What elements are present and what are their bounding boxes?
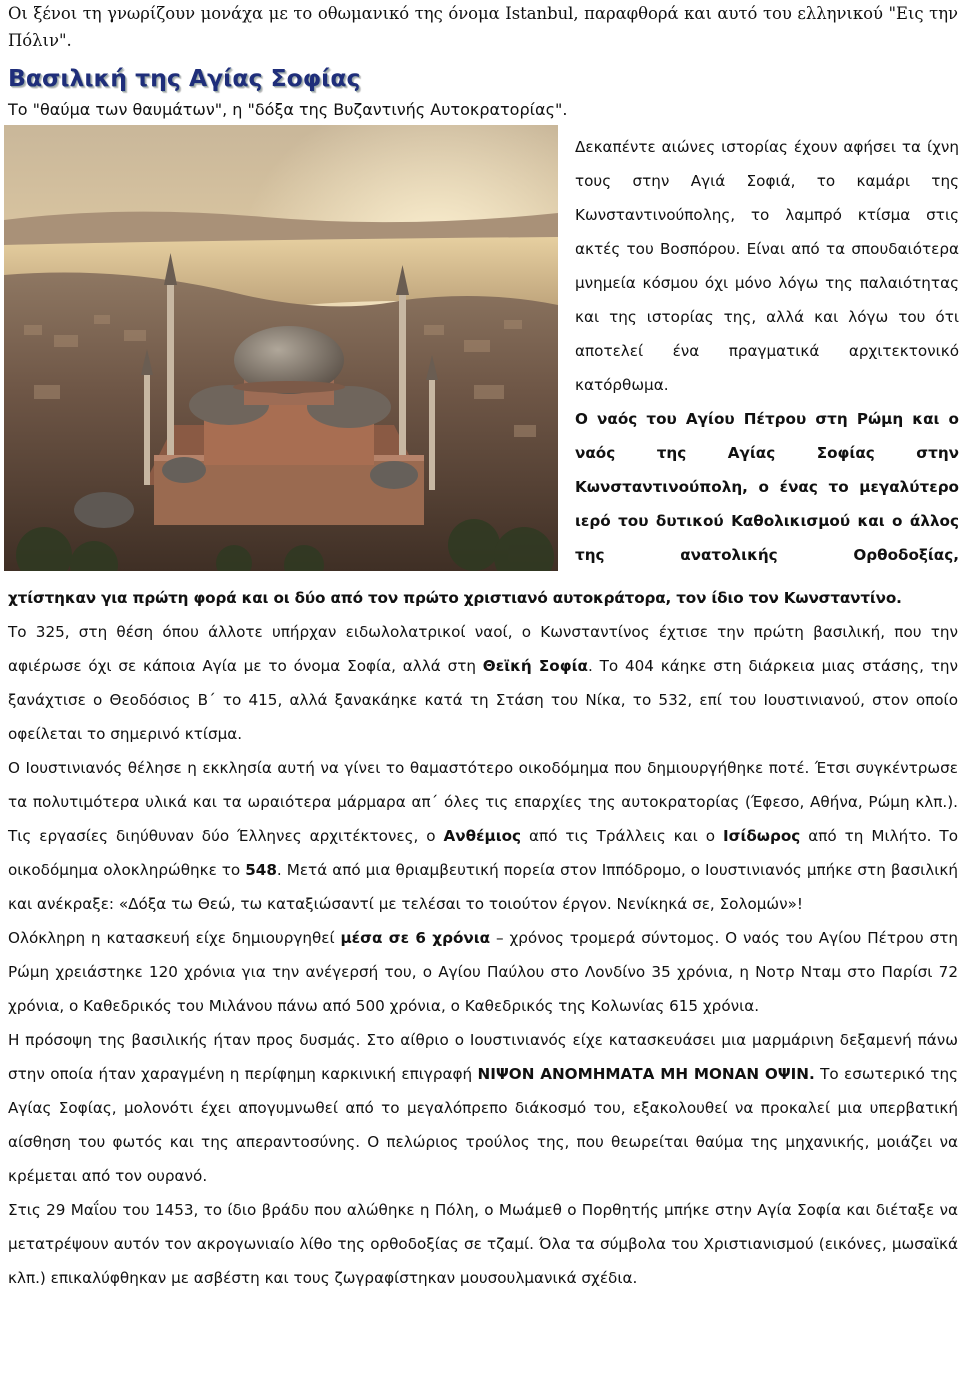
page-subtitle: Το "θαύμα των θαυμάτων", η "δόξα της Βυζαντινής Αυτοκρατορίας". [8,100,568,119]
hagia-sophia-photo [4,125,558,571]
main-text [8,581,958,1295]
paragraph-construction [8,921,958,1023]
bold-continuation-line: χτίστηκαν για πρώτη φορά και οι δύο από τον πρώτο χριστιανό αυτοκράτορα, τον ίδιο τον Κωνσταντίνο. [8,589,902,607]
paragraph-justinian [8,751,958,921]
text-run: Το εσωτερικό της Αγίας Σοφίας, μολονότι έχει απογυμνωθεί από το μεγαλόπρεπο διάκοσμό του, εξακολουθεί να προκαλεί μια υπερβατική αίσθηση του φωτός και της απεραντοσύνης. Ο πελώριος τρούλος της, που θεωρείται θαύμα της μηχανικής, μοιάζει να κρέμεται από τον ουρανό. [8,1065,958,1185]
bold-run: 548 [245,861,277,879]
bold-run: μέσα σε 6 χρόνια [340,929,491,947]
paragraph-325 [8,615,958,751]
page-title: Βασιλική της Αγίας Σοφίας [8,64,361,92]
side-column [575,130,959,572]
side-paragraph-history: Δεκαπέντε αιώνες ιστορίας έχουν αφήσει τα ίχνη τους στην Αγιά Σοφιά, το καμάρι της Κωνσταντινούπολης, το λαμπρό κτίσμα στις ακτές του Βοσπόρου. Είναι από τα σπουδαιότερα μνημεία κόσμου όχι μόνο λόγω της παλαιότητας και της ιστορίας της, αλλά και λόγω του ότι αποτελεί ένα πραγματικά αρχιτεκτονικό κατόρθωμα. [575,138,959,394]
text-run: . Μετά από μια θριαμβευτική πορεία στον Ιππόδρομο, ο Ιουστινιανός μπήκε στη βασιλική και ανέκραξε: «Δόξα τω Θεώ, τω καταξιώσαντί με τελέσαι το τοιούτον έργον. Νενίκηκά σε, Σολομών»! [8,861,958,913]
text-run: – χρόνος τρομερά σύντομος. Ο ναός του Αγίου Πέτρου στη Ρώμη χρειάστηκε 120 χρόνια για την ανέγερσή του, ο Αγίου Παύλου στο Λονδίνο 35 χρόνια, η Νοτρ Νταμ στο Παρίσι 72 χρόνια, ο Καθεδρικός του Μιλάνου πάνω από 500 χρόνια, ο Καθεδρικός της Κολωνίας 615 χρόνια. [8,929,959,1015]
intro-paragraph: Οι ξένοι τη γνωρίζουν μονάχα με το οθωμανικό της όνομα Istanbul, παραφθορά και αυτό του ελληνικού "Εις την Πόλιν". [8,4,958,50]
bold-run: ΝΙΨΟΝ ΑΝΟΜΗΜΑΤΑ ΜΗ ΜΟΝΑΝ ΟΨΙΝ. [477,1065,815,1083]
text-run: Η πρόσοψη της βασιλικής ήταν προς δυσμάς. Στο αίθριο ο Ιουστινιανός είχε κατασκευάσει μια μαρμάρινη δεξαμενή πάνω στην οποία ήταν χαραγμένη η περίφημη καρκινική επιγραφή [8,1031,958,1083]
bold-run: Ισίδωρος [722,827,801,845]
text-run: Ολόκληρη η κατασκευή είχε δημιουργηθεί [8,929,341,947]
text-run: Ο Ιουστινιανός θέλησε η εκκλησία αυτή να γίνει το θαμαστότερο οικοδόμημα που δημιουργήθηκε ποτέ. Έτσι συγκέντρωσε τα πολυτιμότερα υλικά και τα ωραιότερα μάρμαρα απ΄ όλες τις επαρχίες της αυτοκρατορίας (Έφεσο, Αθήνα, Ρώμη κλπ.). Τις εργασίες διηύθυναν δύο Έλληνες αρχιτέκτονες, ο [8,759,958,845]
side-paragraph-bold: Ο ναός του Αγίου Πέτρου στη Ρώμη και ο ναός της Αγίας Σοφίας στην Κωνσταντινούπολη, ο ένας το μεγαλύτερο ιερό του δυτικού Καθολικισμού και ο άλλος της ανατολικής Ορθοδοξίας, [575,410,959,564]
text-run: Το 325, στη θέση όπου άλλοτε υπήρχαν ειδωλολατρικοί ναοί, ο Κωνσταντίνος έχτισε την πρώτη βασιλική, που την αφιέρωσε όχι σε κάποια Αγία με το όνομα Σοφία, αλλά στη [8,623,958,675]
paragraph-facade [8,1023,958,1193]
paragraph-1453: Στις 29 Μαΐου του 1453, το ίδιο βράδυ που αλώθηκε η Πόλη, ο Μωάμεθ ο Πορθητής μπήκε στην Αγία Σοφία και διέταξε να μετατρέψουν αυτόν τον ακρογωνιαίο λίθο της ορθοδοξίας σε τζαμί. Όλα τα σύμβολα του Χριστιανισμού (εικόνες, μωσαϊκά κλπ.) επικαλύφθηκαν με ασβέστη και τους ζωγραφίστηκαν μουσουλμανικά σχέδια. [8,1201,958,1287]
bold-run: Ανθέμιος [443,827,522,845]
bold-run: Θεϊκή Σοφία [482,657,588,675]
text-run: από τις Τράλλεις και ο [521,827,723,845]
hagia-sophia-aerial-photo-icon [4,125,558,571]
text-run: . Το 404 κάηκε στη διάρκεια μιας στάσης, την ξανάχτισε ο Θεοδόσιος Β΄ το 415, αλλά ξανακάηκε κατά τη Στάση του Νίκα, το 532, επί του Ιουστινιανού, στον οποίο οφείλεται το σημερινό κτίσμα. [8,657,959,743]
text-run: από τη Μιλήτο. Το οικοδόμημα ολοκληρώθηκε το [8,827,959,879]
